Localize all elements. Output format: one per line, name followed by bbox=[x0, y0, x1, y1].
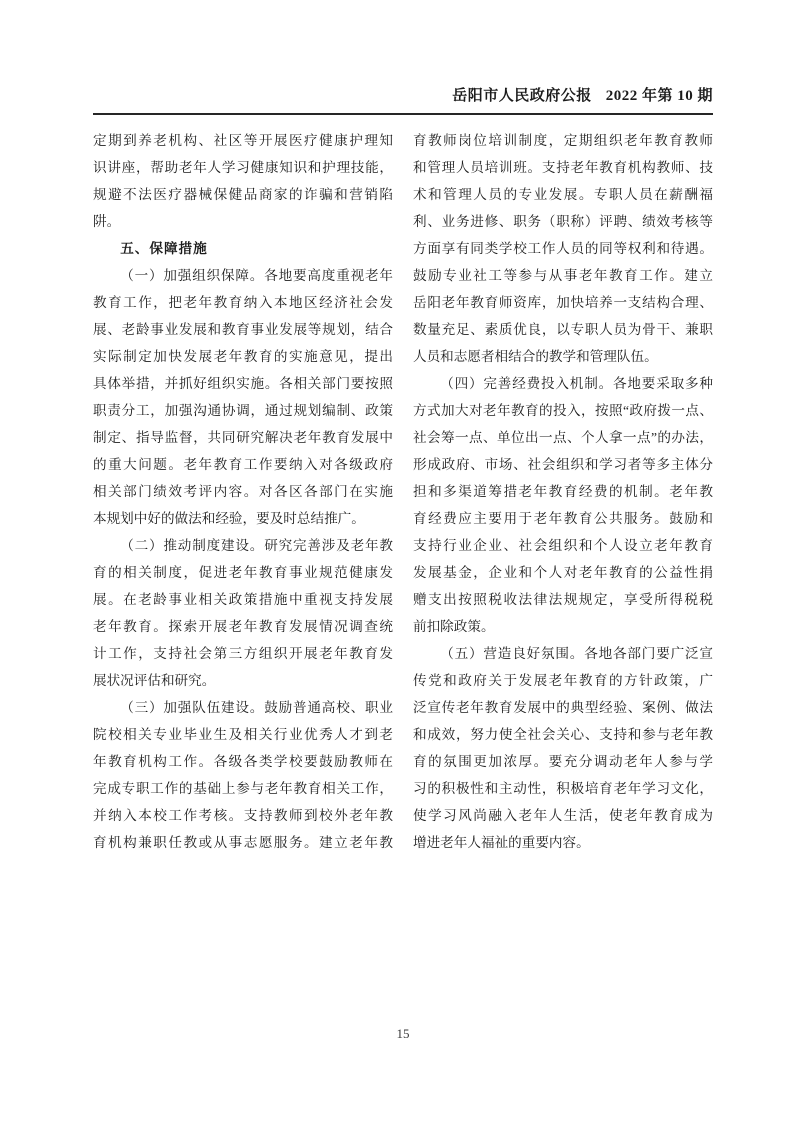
text-line: 教育工作，把老年教育纳入本地区经济社会发 bbox=[93, 295, 393, 310]
right-column bbox=[413, 127, 713, 856]
text-line: 育机构兼职任教或从事志愿服务。建立老年教 bbox=[93, 835, 393, 850]
text-line: 和管理人员培训班。支持老年教育机构教师、技 bbox=[413, 160, 713, 175]
paragraph bbox=[93, 694, 393, 856]
text-line: 展。在老龄事业相关政策措施中重视支持发展 bbox=[93, 592, 393, 607]
text-line: 完成专职工作的基础上参与老年教育相关工作， bbox=[93, 781, 393, 796]
text-line: 术和管理人员的专业发展。专职人员在薪酬福 bbox=[413, 187, 713, 202]
text-line: 增进老年人福祉的重要内容。 bbox=[413, 835, 590, 850]
text-line: 本规划中好的做法和经验，要及时总结推广。 bbox=[93, 511, 365, 526]
paragraph bbox=[413, 127, 713, 370]
text-line: 人员和志愿者相结合的教学和管理队伍。 bbox=[413, 349, 658, 364]
text-line: 数量充足、素质优良，以专职人员为骨干、兼职 bbox=[413, 322, 713, 337]
text-line: 识讲座，帮助老年人学习健康知识和护理技能， bbox=[93, 160, 393, 175]
two-column-body bbox=[93, 127, 713, 856]
text-line: 定期到养老机构、社区等开展医疗健康护理知 bbox=[93, 133, 393, 148]
page-number: 15 bbox=[396, 1026, 410, 1041]
text-line: 具体举措，并抓好组织实施。各相关部门要按照 bbox=[93, 376, 393, 391]
text-line: 展状况评估和研究。 bbox=[93, 673, 216, 688]
content-area bbox=[93, 86, 713, 856]
text-line: 制定、指导监督，共同研究解决老年教育发展中 bbox=[93, 430, 393, 445]
text-line: 育经费应主要用于老年教育公共服务。鼓励和 bbox=[413, 511, 713, 526]
text-line: 利、业务进修、职务（职称）评聘、绩效考核等 bbox=[413, 214, 713, 229]
text-line: 形成政府、市场、社会组织和学习者等多主体分 bbox=[413, 457, 713, 472]
text-line: 年教育机构工作。各级各类学校要鼓励教师在 bbox=[93, 754, 393, 769]
text-line: 阱。 bbox=[93, 214, 121, 229]
paragraph bbox=[413, 640, 713, 856]
text-line: 赠支出按照税收法律法规规定，享受所得税税 bbox=[413, 592, 713, 607]
paragraph bbox=[413, 370, 713, 640]
text-line: 泛宣传老年教育发展中的典型经验、案例、做法 bbox=[413, 700, 713, 715]
text-line: 五、保障措施 bbox=[120, 241, 208, 256]
text-line: 发展基金，企业和个人对老年教育的公益性捐 bbox=[413, 565, 713, 580]
text-line: 使学习风尚融入老年人生活，使老年教育成为 bbox=[413, 808, 713, 823]
paragraph bbox=[93, 262, 393, 532]
gazette-title: 岳阳市人民政府公报 bbox=[452, 88, 592, 104]
text-line: 实际制定加快发展老年教育的实施意见，提出 bbox=[93, 349, 393, 364]
text-line: 鼓励专业社工等参与从事老年教育工作。建立 bbox=[413, 268, 713, 283]
text-line: （四）完善经费投入机制。各地要采取多种 bbox=[440, 376, 713, 391]
text-line: （三）加强队伍建设。鼓励普通高校、职业 bbox=[120, 700, 393, 715]
gazette-header bbox=[93, 86, 713, 115]
text-line: 的重大问题。老年教育工作要纳入对各级政府 bbox=[93, 457, 393, 472]
text-line: 前扣除政策。 bbox=[413, 619, 495, 634]
text-line: 并纳入本校工作考核。支持教师到校外老年教 bbox=[93, 808, 393, 823]
text-line: 计工作，支持社会第三方组织开展老年教育发 bbox=[93, 646, 393, 661]
gazette-issue: 2022 年第 10 期 bbox=[605, 88, 713, 104]
text-line: 规避不法医疗器械保健品商家的诈骗和营销陷 bbox=[93, 187, 393, 202]
text-line: 岳阳老年教育师资库，加快培养一支结构合理、 bbox=[413, 295, 713, 310]
text-line: 职责分工，加强沟通协调，通过规划编制、政策 bbox=[93, 403, 393, 418]
text-line: 传党和政府关于发展老年教育的方针政策，广 bbox=[413, 673, 713, 688]
text-line: 支持行业企业、社会组织和个人设立老年教育 bbox=[413, 538, 713, 553]
text-line: 习的积极性和主动性，积极培育老年学习文化， bbox=[413, 781, 713, 796]
text-line: 育的氛围更加浓厚。要充分调动老年人参与学 bbox=[413, 754, 713, 769]
text-line: 老年教育。探索开展老年教育发展情况调查统 bbox=[93, 619, 393, 634]
text-line: 相关部门绩效考评内容。对各区各部门在实施 bbox=[93, 484, 393, 499]
text-line: 院校相关专业毕业生及相关行业优秀人才到老 bbox=[93, 727, 393, 742]
text-line: 担和多渠道筹措老年教育经费的机制。老年教 bbox=[413, 484, 713, 499]
text-line: 展、老龄事业发展和教育事业发展等规划，结合 bbox=[93, 322, 393, 337]
paragraph bbox=[93, 127, 393, 235]
text-line: 社会筹一点、单位出一点、个人拿一点”的办法， bbox=[413, 430, 713, 445]
paragraph bbox=[93, 532, 393, 694]
text-line: 方式加大对老年教育的投入，按照“政府拨一点、 bbox=[413, 403, 713, 418]
text-line: （二）推动制度建设。研究完善涉及老年教 bbox=[120, 538, 393, 553]
left-column bbox=[93, 127, 393, 856]
text-line: 育教师岗位培训制度，定期组织老年教育教师 bbox=[413, 133, 713, 148]
text-line: （一）加强组织保障。各地要高度重视老年 bbox=[120, 268, 393, 283]
text-line: （五）营造良好氛围。各地各部门要广泛宣 bbox=[440, 646, 713, 661]
text-line: 方面享有同类学校工作人员的同等权利和待遇。 bbox=[413, 241, 713, 256]
text-line: 育的相关制度，促进老年教育事业规范健康发 bbox=[93, 565, 393, 580]
text-line: 和成效，努力使全社会关心、支持和参与老年教 bbox=[413, 727, 713, 742]
section-heading bbox=[93, 235, 393, 262]
